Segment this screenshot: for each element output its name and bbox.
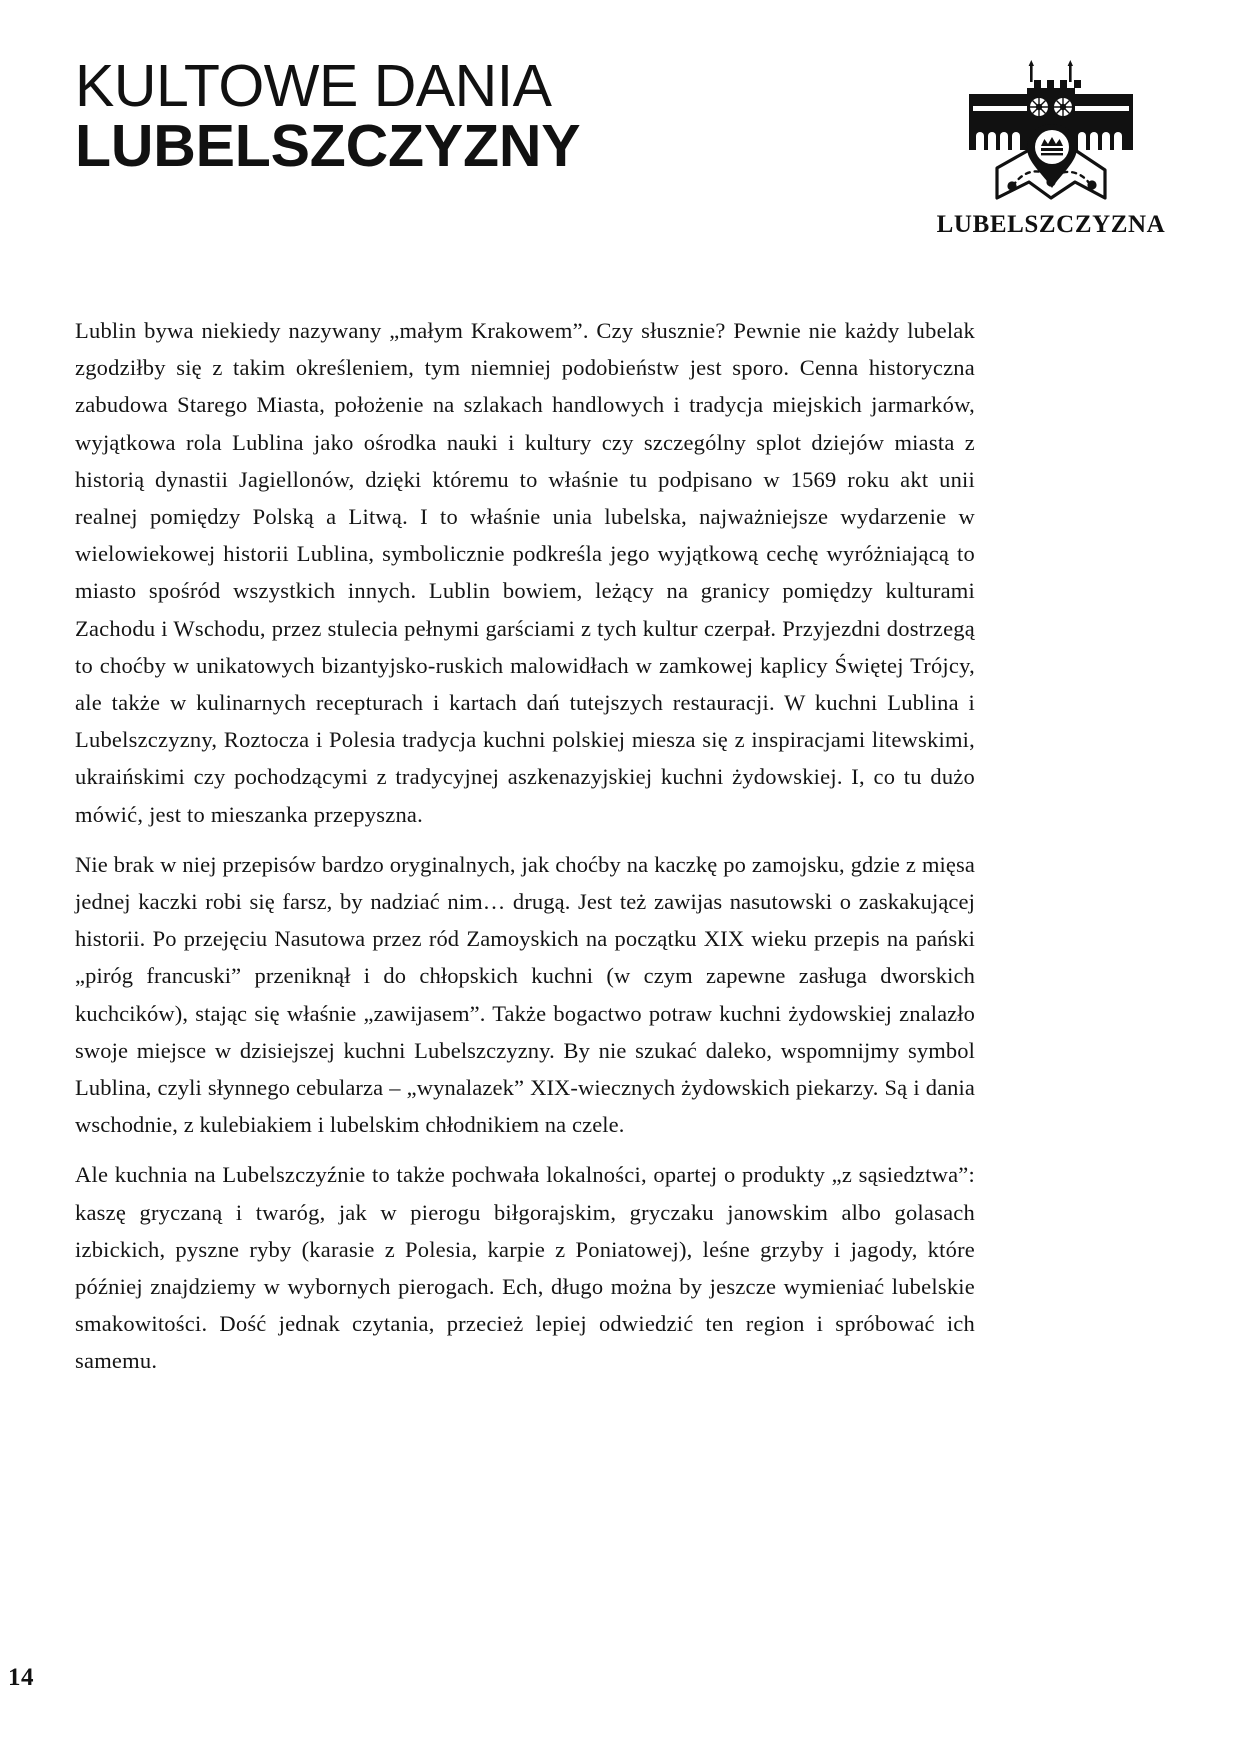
article-body — [75, 312, 975, 1380]
lubelszczyzna-castle-map-pin-icon — [951, 58, 1151, 208]
logo-caption: LUBELSZCZYZNA — [936, 211, 1166, 238]
lubelszczyzna-logo — [927, 58, 1175, 239]
page-header — [75, 53, 1175, 248]
page-title-line-1: KULTOWE DANIA — [75, 53, 552, 119]
body-paragraph: Ale kuchnia na Lubelszczyźnie to także pochwała lokalności, opartej o produkty „z sąsiedztwa”: kaszę gryczaną i twaróg, jak w pierogu biłgorajskim, gryczaku janowskim albo golasach izbickich, pyszne ryby (karasie z Polesia, karpie z Poniatowej), leśne grzyby i jagody, które później znajdziemy w wybornych pierogach. Ech, długo można by jeszcze wymieniać lubelskie smakowitości. Dość jednak czytania, przecież lepiej odwiedzić ten region i spróbować ich samemu. — [75, 1162, 975, 1374]
page-number: 14 — [8, 1664, 34, 1691]
body-paragraph: Lublin bywa niekiedy nazywany „małym Krakowem”. Czy słusznie? Pewnie nie każdy lubelak zgodziłby się z takim określeniem, tym niemniej podobieństw jest sporo. Cenna historyczna zabudowa Starego Miasta, położenie na szlakach handlowych i tradycja miejskich jarmarków, wyjątkowa rola Lublina jako ośrodka nauki i kultury czy szczególny splot dziejów miasta z historią dynastii Jagiellonów, dzięki któremu to właśnie tu podpisano w 1569 roku akt unii realnej pomiędzy Polską a Litwą. I to właśnie unia lubelska, najważniejsze wydarzenie w wielowiekowej historii Lublina, symbolicznie podkreśla jego wyjątkową cechę wyróżniającą to miasto spośród wszystkich innych. Lublin bowiem, leżący na granicy pomiędzy kulturami Zachodu i Wschodu, przez stulecia pełnymi garściami z tych kultur czerpał. Przyjezdni dostrzegą to choćby w unikatowych bizantyjsko-ruskich malowidłach w zamkowej kaplicy Świętej Trójcy, ale także w kulinarnych recepturach i kartach dań tutejszych restauracji. W kuchni Lublina i Lubelszczyzny, Roztocza i Polesia tradycja kuchni polskiej miesza się z inspiracjami litewskimi, ukraińskimi czy pochodzącymi z tradycyjnej aszkenazyjskiej kuchni żydowskiej. I, co tu dużo mówić, jest to mieszanka przepyszna. — [75, 318, 975, 827]
body-paragraph: Nie brak w niej przepisów bardzo oryginalnych, jak choćby na kaczkę po zamojsku, gdzie z mięsa jednej kaczki robi się farsz, by nadziać nim… drugą. Jest też zawijas nasutowski o zaskakującej historii. Po przejęciu Nasutowa przez ród Zamoyskich na początku XIX wieku przepis na pański „piróg francuski” przeniknął i do chłopskich kuchni (w czym zapewne zasługa dworskich kuchcików), stając się właśnie „zawijasem”. Także bogactwo potraw kuchni żydowskiej znalazło swoje miejsce w dzisiejszej kuchni Lubelszczyzny. By nie szukać daleko, wspomnijmy symbol Lublina, czyli słynnego cebularza – „wynalazek” XIX-wiecznych żydowskich piekarzy. Są i dania wschodnie, z kulebiakiem i lubelskim chłodnikiem na czele. — [75, 851, 975, 1138]
page-title-line-2: LUBELSZCZYZNY — [75, 113, 581, 180]
page-title — [75, 53, 735, 180]
